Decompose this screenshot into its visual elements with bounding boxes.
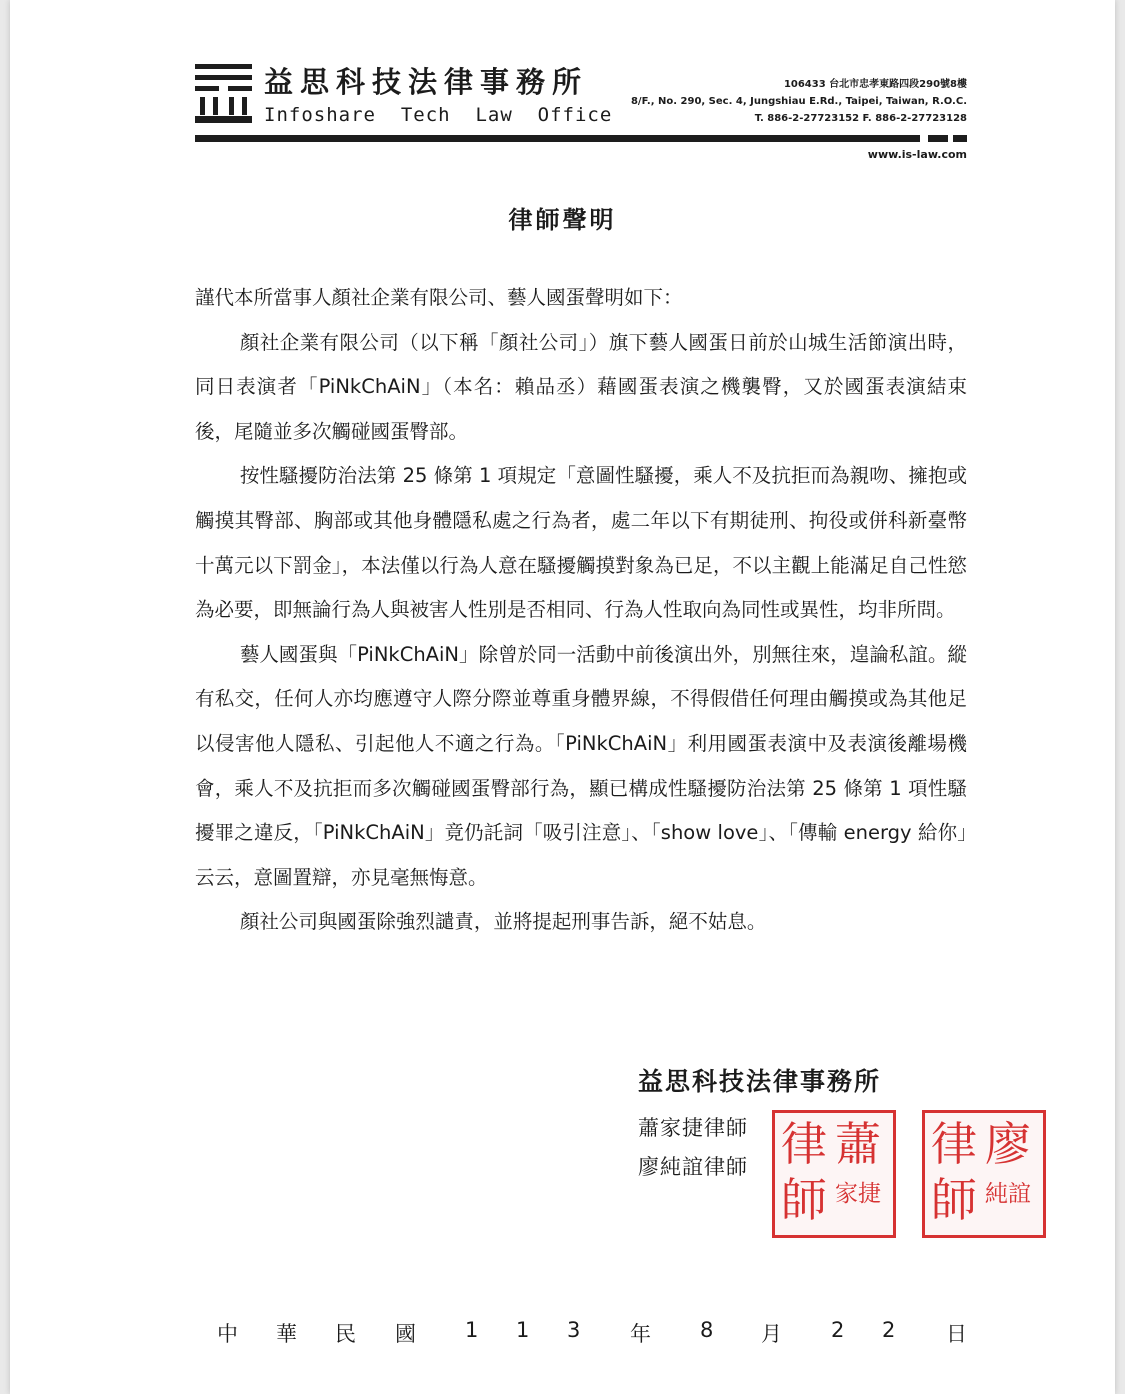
firm-logo-icon — [195, 64, 252, 126]
date-char: 1 — [516, 1318, 530, 1342]
date-char: 3 — [567, 1318, 581, 1342]
date-char: 民 — [335, 1322, 356, 1346]
date-char: 年 — [630, 1322, 651, 1346]
date-char: 國 — [395, 1322, 416, 1346]
firm-name-cn: 益思科技法律事務所 — [264, 65, 589, 99]
address-en: 8/F., No. 290, Sec. 4, Jungshiau E.Rd., Taipei, Taiwan, R.O.C. — [630, 96, 967, 107]
date-char: 中 — [217, 1322, 238, 1346]
date-char: 月 — [761, 1322, 782, 1346]
document-page — [10, 0, 1115, 1394]
firm-name-en: Infoshare Tech Law Office — [264, 104, 613, 126]
address-cn: 106433 台北市忠孝東路四段290號8樓 — [783, 79, 967, 90]
letterhead-rule-segment — [928, 135, 948, 142]
document-title: 律師聲明 — [508, 206, 617, 234]
seal-stamp-1: 律 蕭 師 家捷 — [772, 1110, 896, 1238]
signature-firm: 益思科技法律事務所 — [638, 1067, 882, 1096]
date-char: 2 — [831, 1318, 845, 1342]
website-link[interactable]: www.is-law.com — [867, 148, 967, 161]
paragraph-intro: 謹代本所當事人顏社企業有限公司、藝人國蛋聲明如下： — [195, 286, 683, 309]
lawyer-name: 廖純誼律師 — [638, 1155, 748, 1179]
letterhead-rule-segment — [953, 135, 967, 142]
seal-stamp-2: 律 廖 師 純誼 — [922, 1110, 1046, 1238]
paragraph-facts: 顏社企業有限公司（以下稱「顏社公司」）旗下藝人國蛋日前於山城生活節演出時，同日表演者「PiNkChAiN」（本名：賴品丞）藉國蛋表演之機襲臀，又於國蛋表演結束後，尾隨並多次觸碰國蛋臀部。 — [195, 330, 967, 443]
paragraph-conclusion: 顏社公司與國蛋除強烈譴責，並將提起刑事告訴，絕不姑息。 — [239, 910, 767, 934]
lawyer-name: 蕭家捷律師 — [638, 1116, 748, 1140]
date-char: 華 — [276, 1322, 297, 1346]
date-char: 1 — [465, 1318, 479, 1342]
date-char: 8 — [700, 1318, 714, 1342]
paragraph-law: 按性騷擾防治法第 25 條第 1 項規定「意圖性騷擾，乘人不及抗拒而為親吻、擁抱或觸摸其臀部、胸部或其他身體隱私處之行為者，處二年以下有期徒刑、拘役或併科新臺幣十萬元以下罰金」，本法僅以行為人意在騷擾觸摸對象為已足，不以主觀上能滿足自己性慾為必要，即無論行為人與被害人性別是否相同、行為人性取向為同性或異性，均非所問。 — [195, 464, 967, 622]
statement-body — [195, 276, 967, 945]
date-char: 2 — [882, 1318, 896, 1342]
paragraph-analysis: 藝人國蛋與「PiNkChAiN」除曾於同一活動中前後演出外，別無往來，遑論私誼。縱有私交，任何人亦均應遵守人際分際並尊重身體界線，不得假借任何理由觸摸或為其他足以侵害他人隱私、引起他人不適之行為。「PiNkChAiN」利用國蛋表演中及表演後離場機會，乘人不及抗拒而多次觸碰國蛋臀部行為，顯已構成性騷擾防治法第 25 條第 1 項性騷擾罪之違反，「PiNkChAiN」竟仍託詞「吸引注意」、「show love」、「傳輸 energy 給你」云云，意圖置辯，亦見毫無悔意。 — [195, 642, 967, 889]
date-char: 日 — [946, 1322, 967, 1346]
letterhead-rule — [195, 135, 920, 142]
phone-fax: T. 886-2-27723152 F. 886-2-27723128 — [754, 113, 967, 124]
firm-address — [631, 76, 967, 127]
